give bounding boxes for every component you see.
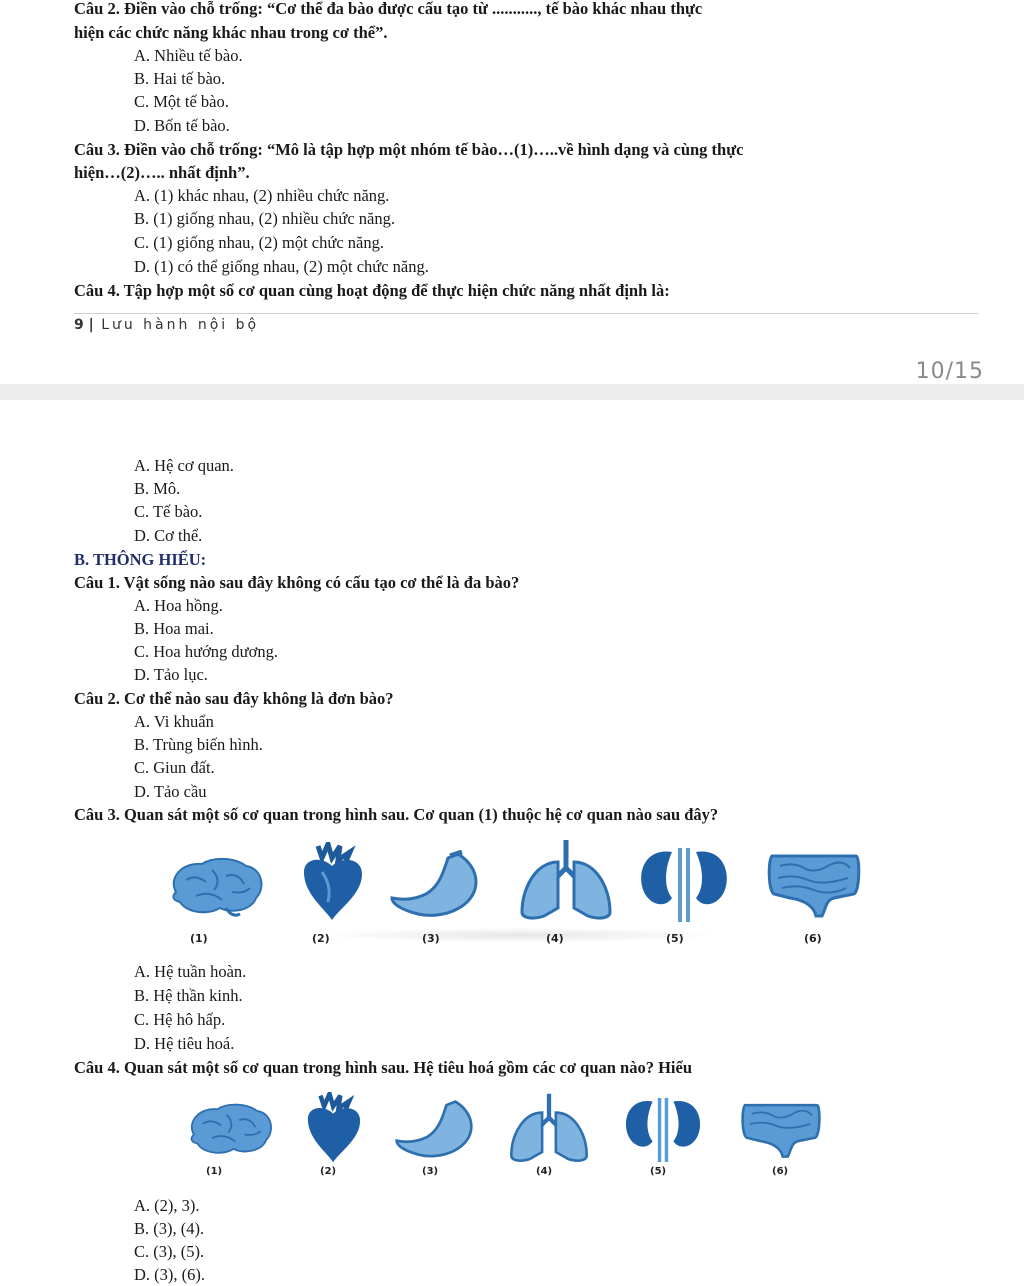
option: A. (1) khác nhau, (2) nhiều chức năng.: [134, 186, 390, 205]
option: A. Hệ cơ quan.: [134, 456, 234, 475]
figure-label: (4): [536, 1166, 553, 1177]
option: B. Trùng biến hình.: [134, 735, 263, 754]
understanding-question-3: Câu 3. Quan sát một số cơ quan trong hình sau. Cơ quan (1) thuộc hệ cơ quan nào sau đây?: [74, 805, 719, 824]
heart-icon: [302, 1092, 366, 1164]
option: B. Mô.: [134, 479, 181, 498]
figure-label: (4): [546, 932, 564, 945]
option: D. (3), (6).: [134, 1265, 206, 1284]
option: A. (2), 3).: [134, 1196, 200, 1215]
kidneys-icon: [618, 1098, 708, 1162]
figure-label: (3): [422, 1166, 439, 1177]
option: C. Hoa hướng dương.: [134, 642, 278, 661]
option: C. Hệ hô hấp.: [134, 1010, 226, 1029]
heart-icon: [298, 842, 368, 922]
kidneys-icon: [634, 848, 734, 922]
question-4-line-1: Câu 4. Tập hợp một số cơ quan cùng hoạt động để thực hiện chức năng nhất định là:: [74, 281, 670, 300]
option: B. (1) giống nhau, (2) nhiều chức năng.: [134, 209, 395, 228]
figure-label: (1): [190, 932, 208, 945]
option: B. (3), (4).: [134, 1219, 205, 1238]
footer-page-number: 9 |: [74, 317, 94, 333]
option: C. Tế bào.: [134, 502, 203, 521]
option: A. Vi khuẩn: [134, 712, 214, 731]
figure-label: (3): [422, 932, 440, 945]
option: C. Một tế bào.: [134, 92, 229, 111]
organs-figure-1: [160, 836, 920, 958]
option: B. Hai tế bào.: [134, 69, 226, 88]
page-footer: [74, 317, 259, 333]
understanding-question-1: Câu 1. Vật sống nào sau đây không có cấu tạo cơ thể là đa bào?: [74, 573, 520, 592]
option: D. Hệ tiêu hoá.: [134, 1034, 235, 1053]
page-gap: [0, 384, 1024, 400]
option: A. Hệ tuần hoàn.: [134, 962, 247, 981]
brain-icon: [184, 1102, 276, 1158]
figure-label: (5): [650, 1166, 667, 1177]
option: D. Bốn tế bào.: [134, 116, 230, 135]
option: D. Tảo lục.: [134, 665, 208, 684]
question-3-line-2: hiện…(2)….. nhất định”.: [74, 163, 250, 182]
brain-icon: [166, 856, 266, 918]
option: D. Tảo cầu: [134, 782, 207, 801]
option: C. (3), (5).: [134, 1242, 205, 1261]
option: B. Hệ thần kinh.: [134, 986, 243, 1005]
figure-label: (5): [666, 932, 684, 945]
stomach-icon: [388, 850, 498, 922]
page-indicator: 10/15: [915, 359, 984, 384]
stomach-icon: [392, 1098, 492, 1162]
intestine-icon: [736, 1100, 826, 1160]
organs-figure-2: [160, 1092, 920, 1187]
option: D. (1) có thể giống nhau, (2) một chức năng.: [134, 257, 429, 276]
option: C. (1) giống nhau, (2) một chức năng.: [134, 233, 384, 252]
footer-divider: [74, 313, 978, 314]
question-2-line-2: hiện các chức năng khác nhau trong cơ thể”.: [74, 23, 388, 42]
figure-label: (6): [804, 932, 822, 945]
understanding-question-4: Câu 4. Quan sát một số cơ quan trong hình sau. Hệ tiêu hoá gồm các cơ quan nào? Hiểu: [74, 1058, 693, 1077]
figure-label: (6): [772, 1166, 789, 1177]
intestine-icon: [764, 850, 864, 920]
footer-text: Lưu hành nội bộ: [101, 317, 260, 333]
question-3-line-1: Câu 3. Điền vào chỗ trống: “Mô là tập hợp một nhóm tế bào…(1)…..về hình dạng và cùng thực: [74, 140, 744, 159]
figure-label: (1): [206, 1166, 223, 1177]
option: D. Cơ thể.: [134, 526, 203, 545]
option: A. Nhiều tế bào.: [134, 46, 243, 65]
section-title: B. THÔNG HIỂU:: [74, 550, 207, 569]
lungs-icon: [504, 1092, 594, 1164]
option: B. Hoa mai.: [134, 619, 214, 638]
option: A. Hoa hồng.: [134, 596, 223, 615]
option: C. Giun đất.: [134, 758, 215, 777]
figure-label: (2): [320, 1166, 337, 1177]
understanding-question-2: Câu 2. Cơ thể nào sau đây không là đơn bào?: [74, 689, 394, 708]
lungs-icon: [516, 838, 616, 922]
figure-label: (2): [312, 932, 330, 945]
question-2-line-1: Câu 2. Điền vào chỗ trống: “Cơ thể đa bào được cấu tạo từ ..........., tế bào khác nhau thực: [74, 0, 703, 18]
